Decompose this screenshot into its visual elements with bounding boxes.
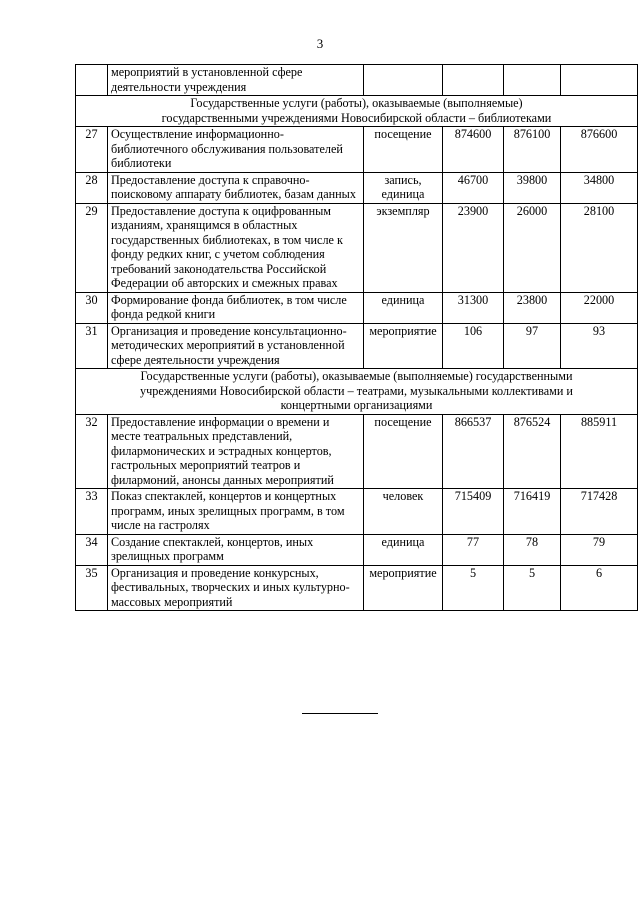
value-year-2: 78 bbox=[504, 534, 561, 565]
table-row bbox=[76, 65, 638, 96]
value-year-3: 885911 bbox=[561, 414, 638, 489]
row-number bbox=[76, 65, 108, 96]
value-year-2: 23800 bbox=[504, 292, 561, 323]
service-name: Организация и проведение консультационно-методических мероприятий в установленной сфере деятельности учреждения bbox=[108, 323, 364, 369]
value-year-3: 34800 bbox=[561, 172, 638, 203]
row-number: 31 bbox=[76, 323, 108, 369]
value-year-1: 77 bbox=[443, 534, 504, 565]
measure-unit: экземпляр bbox=[364, 203, 443, 292]
services-table bbox=[75, 64, 638, 611]
section-header-row bbox=[76, 369, 638, 415]
section-title: Государственные услуги (работы), оказываемые (выполняемые) государственными учреждениями Новосибирской области – театрами, музыкальными коллективами и концертными организациями bbox=[76, 369, 638, 415]
value-year-3: 79 bbox=[561, 534, 638, 565]
service-name: Организация и проведение конкурсных, фестивальных, творческих и иных культурно-массовых мероприятий bbox=[108, 565, 364, 611]
value-year-2: 876524 bbox=[504, 414, 561, 489]
value-year-3: 876600 bbox=[561, 127, 638, 173]
service-name: Осуществление информационно-библиотечного обслуживания пользователей библиотеки bbox=[108, 127, 364, 173]
table-row bbox=[76, 414, 638, 489]
value-year-2 bbox=[504, 65, 561, 96]
row-number: 30 bbox=[76, 292, 108, 323]
measure-unit: единица bbox=[364, 534, 443, 565]
service-name: Предоставление информации о времени и месте театральных представлений, филармонических и эстрадных концертов, гастрольных мероприятий театров и филармоний, анонсы данных мероприятий bbox=[108, 414, 364, 489]
value-year-3: 717428 bbox=[561, 489, 638, 535]
value-year-2: 5 bbox=[504, 565, 561, 611]
row-number: 35 bbox=[76, 565, 108, 611]
value-year-2: 97 bbox=[504, 323, 561, 369]
value-year-1: 46700 bbox=[443, 172, 504, 203]
value-year-1: 874600 bbox=[443, 127, 504, 173]
value-year-2: 39800 bbox=[504, 172, 561, 203]
value-year-3 bbox=[561, 65, 638, 96]
table-row bbox=[76, 489, 638, 535]
section-header-row bbox=[76, 96, 638, 127]
row-number: 28 bbox=[76, 172, 108, 203]
row-number: 27 bbox=[76, 127, 108, 173]
row-number: 34 bbox=[76, 534, 108, 565]
value-year-2: 876100 bbox=[504, 127, 561, 173]
measure-unit: мероприятие bbox=[364, 565, 443, 611]
table-row bbox=[76, 127, 638, 173]
table-row bbox=[76, 534, 638, 565]
section-title: Государственные услуги (работы), оказываемые (выполняемые) государственными учреждениями Новосибирской области – библиотеками bbox=[76, 96, 638, 127]
value-year-3: 6 bbox=[561, 565, 638, 611]
value-year-3: 28100 bbox=[561, 203, 638, 292]
value-year-3: 22000 bbox=[561, 292, 638, 323]
table-row bbox=[76, 172, 638, 203]
service-name: мероприятий в установленной сфере деятельности учреждения bbox=[108, 65, 364, 96]
service-name: Создание спектаклей, концертов, иных зрелищных программ bbox=[108, 534, 364, 565]
measure-unit: запись, единица bbox=[364, 172, 443, 203]
service-name: Предоставление доступа к справочно-поисковому аппарату библиотек, базам данных bbox=[108, 172, 364, 203]
page-number: 3 bbox=[316, 36, 324, 51]
service-name: Предоставление доступа к оцифрованным изданиям, хранящимся в областных государственных библиотеках, в том числе к фонду редких книг, с учетом соблюдения требований законодательства Российской Федерации об авторских и смежных правах bbox=[108, 203, 364, 292]
value-year-1: 5 bbox=[443, 565, 504, 611]
table-row bbox=[76, 565, 638, 611]
measure-unit: единица bbox=[364, 292, 443, 323]
row-number: 32 bbox=[76, 414, 108, 489]
value-year-1: 866537 bbox=[443, 414, 504, 489]
value-year-1: 715409 bbox=[443, 489, 504, 535]
value-year-1: 106 bbox=[443, 323, 504, 369]
row-number: 29 bbox=[76, 203, 108, 292]
measure-unit: посещение bbox=[364, 127, 443, 173]
measure-unit: человек bbox=[364, 489, 443, 535]
table-row bbox=[76, 292, 638, 323]
value-year-1 bbox=[443, 65, 504, 96]
footer-divider bbox=[302, 713, 378, 714]
service-name: Формирование фонда библиотек, в том числе фонда редкой книги bbox=[108, 292, 364, 323]
value-year-2: 716419 bbox=[504, 489, 561, 535]
value-year-1: 23900 bbox=[443, 203, 504, 292]
service-name: Показ спектаклей, концертов и концертных программ, иных зрелищных программ, в том числе на гастролях bbox=[108, 489, 364, 535]
value-year-3: 93 bbox=[561, 323, 638, 369]
table-row bbox=[76, 203, 638, 292]
row-number: 33 bbox=[76, 489, 108, 535]
measure-unit: посещение bbox=[364, 414, 443, 489]
value-year-1: 31300 bbox=[443, 292, 504, 323]
table-row bbox=[76, 323, 638, 369]
value-year-2: 26000 bbox=[504, 203, 561, 292]
measure-unit bbox=[364, 65, 443, 96]
measure-unit: мероприятие bbox=[364, 323, 443, 369]
